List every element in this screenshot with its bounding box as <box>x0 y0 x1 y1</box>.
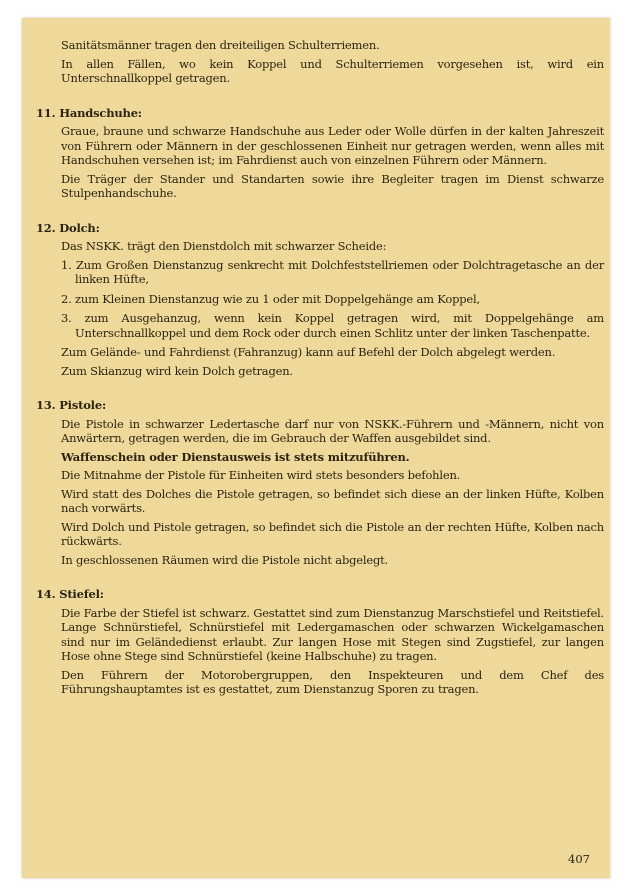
section-12-list-item-1: 1. Zum Großen Dienstanzug senkrecht mit Dolchfeststellriemen oder Dolchtragetasche an der linken Hüfte, <box>61 257 604 286</box>
section-12-heading: 12. Dolch: <box>36 220 100 235</box>
intro-section <box>36 38 604 86</box>
section-11 <box>36 106 604 201</box>
section-13-paragraph-1: Die Pistole in schwarzer Ledertasche darf nur von NSKK.-Führern und -Männern, nicht von Anwärtern, getragen werden, die im Gebrauch der Waffen ausgebildet sind. <box>61 416 604 445</box>
intro-paragraph-2: In allen Fällen, wo kein Koppel und Schulterriemen vorgesehen ist, wird ein Unterschnallkoppel getragen. <box>61 56 604 85</box>
section-13-heading: 13. Pistole: <box>36 398 107 412</box>
section-12-paragraph-3: Zum Skianzug wird kein Dolch getragen. <box>61 363 293 378</box>
section-12-paragraph-2: Zum Gelände- und Fahrdienst (Fahranzug) kann auf Befehl der Dolch abgelegt werden. <box>61 345 556 359</box>
section-13-paragraph-3: Die Mitnahme der Pistole für Einheiten wird stets besonders befohlen. <box>61 468 461 482</box>
section-11-paragraph-2: Die Träger der Stander und Standarten sowie ihre Begleiter tragen im Dienst schwarze Stulpenhandschuhe. <box>61 171 604 200</box>
section-13-paragraph-5: Wird Dolch und Pistole getragen, so befindet sich die Pistole an der rechten Hüfte, Kolben nach rückwärts. <box>61 519 604 548</box>
section-12 <box>36 221 604 379</box>
page-number: 407 <box>568 852 590 866</box>
section-12-paragraph-1: Das NSKK. trägt den Dienstdolch mit schwarzer Scheide: <box>61 239 387 253</box>
section-13 <box>36 398 604 567</box>
intro-paragraph-1: Sanitätsmänner tragen den dreiteiligen Schulterriemen. <box>61 38 380 52</box>
section-13-paragraph-4: Wird statt des Dolches die Pistole getragen, so befindet sich diese an der linken Hüfte, Kolben nach vorwärts. <box>61 486 604 515</box>
section-11-heading: 11. Handschuhe: <box>36 105 142 120</box>
section-12-list-item-3: 3. zum Ausgehanzug, wenn kein Koppel getragen wird, mit Doppelgehänge am Unterschnallkoppel und dem Rock oder durch einen Schlitz unter der linken Taschenpatte. <box>61 311 604 340</box>
section-13-paragraph-6: In geschlossenen Räumen wird die Pistole nicht abgelegt. <box>61 552 389 567</box>
section-14-paragraph-2: Den Führern der Motorobergruppen, den Inspekteuren und dem Chef des Führungshauptamtes ist es gestattet, zum Dienstanzug Sporen zu tragen. <box>61 667 604 696</box>
document-page <box>22 18 610 878</box>
section-14-paragraph-1: Die Farbe der Stiefel ist schwarz. Gestattet sind zum Dienstanzug Marschstiefel und Reitstiefel. Lange Schnürstiefel, Schnürstiefel mit Ledergamaschen oder schwarzen Wickelgamaschen sind nur im Geländedienst erlaubt. Zur langen Hose mit Stegen sind Zugstiefel, zur langen Hose ohne Stege sind Schnürstiefel (keine Halbschuhe) zu tragen. <box>61 605 604 663</box>
section-14-heading: 14. Stiefel: <box>36 587 104 601</box>
section-14 <box>36 587 604 697</box>
section-13-paragraph-2: Waffenschein oder Dienstausweis ist stets mitzuführen. <box>61 449 410 464</box>
section-11-paragraph-1: Graue, braune und schwarze Handschuhe aus Leder oder Wolle dürfen in der kalten Jahreszeit von Führern oder Männern in der geschlossenen Einheit nur getragen werden, wenn alles mit Handschuhen versehen ist; im Fahrdienst auch von einzelnen Führern oder Männern. <box>61 124 604 167</box>
section-12-list-item-2: 2. zum Kleinen Dienstanzug wie zu 1 oder mit Doppelgehänge am Koppel, <box>61 291 480 306</box>
page-content <box>36 38 604 701</box>
